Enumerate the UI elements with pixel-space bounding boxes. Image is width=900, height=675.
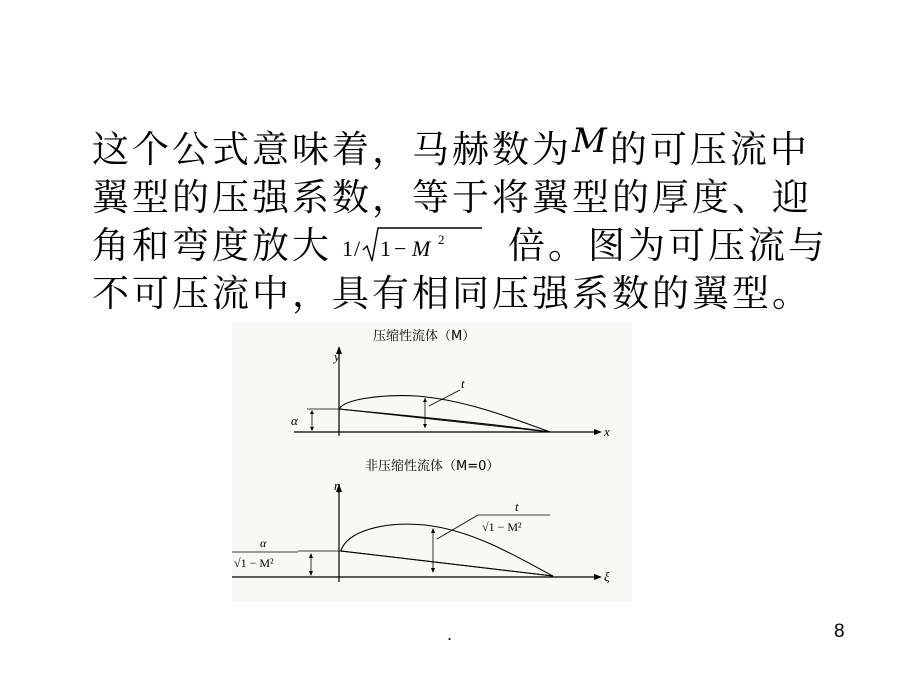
bottom-alpha-arrow-up (309, 553, 313, 558)
line3-text-a: 角和弯度放大 (92, 224, 332, 267)
bottom-thickness-leader (437, 515, 478, 539)
bottom-xi-arrow (594, 574, 602, 580)
top-thickness-arrow-down (423, 424, 427, 428)
line3-text-b: 倍。图为可压流与 (508, 224, 828, 267)
page-number: 8 (834, 621, 845, 642)
top-thickness-label: t (461, 376, 465, 391)
formula-inner-one: 1 (380, 236, 394, 261)
paragraph-line-2: 翼型的压强系数，等于将翼型的厚度、迎 (92, 176, 812, 219)
bottom-eta-label: η (334, 478, 341, 493)
top-airfoil (339, 396, 550, 432)
top-thickness-arrow-up (423, 398, 427, 402)
bottom-chord-line (341, 551, 553, 576)
bottom-alpha-arrow-down (309, 571, 313, 576)
top-y-label: y (334, 349, 340, 364)
bottom-thickness-numerator: t (515, 499, 519, 514)
paragraph-line-4: 不可压流中，具有相同压强系数的翼型。 (92, 272, 812, 315)
mach-symbol: M (572, 121, 610, 161)
top-x-arrow (594, 429, 602, 435)
footer-dot: . (447, 624, 453, 644)
top-title: 压缩性流体（M） (373, 329, 476, 344)
paragraph-line-3 (92, 222, 828, 270)
formula-slash: / (354, 236, 364, 261)
bottom-xi-label: ξ (604, 569, 610, 584)
line1-text-b: 的可压流中 (609, 128, 810, 171)
top-alpha-label: α (291, 413, 298, 428)
bottom-alpha-numerator: α (260, 536, 267, 550)
formula-one: 1 (342, 236, 356, 261)
formula-exponent: 2 (438, 232, 448, 247)
bottom-alpha-denominator: √1 − M² (234, 556, 274, 570)
airfoil-figure (232, 322, 632, 602)
paragraph-line-1 (92, 121, 812, 174)
formula-minus: − (394, 236, 410, 261)
bottom-thickness-arrow-up (431, 528, 435, 533)
bottom-thickness-denominator: √1 − M² (482, 520, 522, 534)
formula-m: M (412, 236, 434, 261)
top-alpha-arrow-up (310, 410, 314, 414)
main-paragraph (92, 121, 828, 318)
amplification-formula (332, 222, 508, 270)
top-alpha-arrow-down (310, 427, 314, 431)
bottom-title: 非压缩性流体（M=0） (365, 459, 500, 474)
bottom-thickness-arrow-down (431, 568, 435, 573)
line1-text-a: 这个公式意味着，马赫数为 (92, 128, 572, 171)
top-x-label: x (604, 424, 610, 439)
